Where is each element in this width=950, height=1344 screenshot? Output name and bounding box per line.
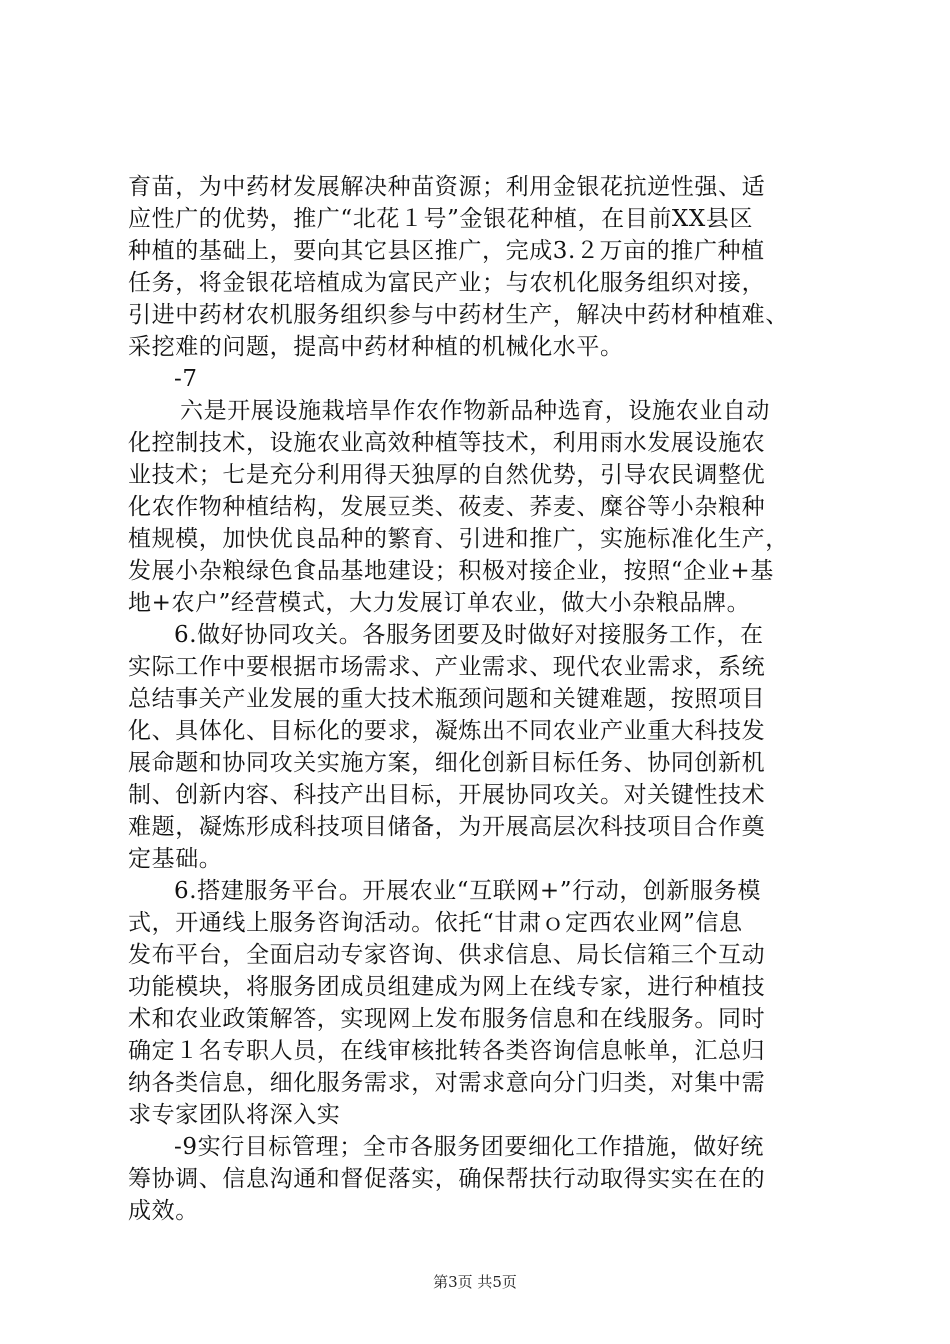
text-line: 实际工作中要根据市场需求、产业需求、现代农业需求，系统 xyxy=(128,654,766,680)
page-footer: 第3页 共5页 xyxy=(433,1273,517,1291)
text-line: 求专家团队将深入实 xyxy=(128,1102,341,1128)
paragraph-target-management xyxy=(128,1131,838,1227)
text-line: 化、具体化、目标化的要求，凝炼出不同农业产业重大科技发 xyxy=(128,718,766,744)
paragraph-herb-seedlings xyxy=(128,171,838,363)
text-line: 发布平台，全面启动专家咨询、供求信息、局长信箱三个互动 xyxy=(128,942,766,968)
paragraph-service-platform xyxy=(128,875,838,1131)
text-line: -9实行目标管理；全市各服务团要细化工作措施，做好统 xyxy=(174,1134,765,1160)
text-line: 化控制技术，设施农业高效种植等技术，利用雨水发展设施农 xyxy=(128,430,766,456)
text-line: 定基础。 xyxy=(128,846,223,872)
body-text xyxy=(128,171,838,1227)
page-marker: -7 xyxy=(174,366,198,392)
text-line: 难题，凝炼形成科技项目储备，为开展高层次科技项目合作奠 xyxy=(128,814,766,840)
paragraph-collaborative-research xyxy=(128,619,838,875)
text-line: 业技术；七是充分利用得天独厚的自然优势，引导农民调整优 xyxy=(128,462,766,488)
text-line: 术和农业政策解答，实现网上发布服务信息和在线服务。同时 xyxy=(128,1006,766,1032)
text-line: 筹协调、信息沟通和督促落实，确保帮扶行动取得实实在在的 xyxy=(128,1166,766,1192)
text-line: 应性广的优势，推广“北花１号”金银花种植，在目前XX县区 xyxy=(128,206,754,232)
text-line: 6.做好协同攻关。各服务团要及时做好对接服务工作，在 xyxy=(174,622,764,648)
text-line: 发展小杂粮绿色食品基地建设；积极对接企业，按照“企业+基 xyxy=(128,558,774,584)
text-line: 引进中药材农机服务组织参与中药材生产，解决中药材种植难、 xyxy=(128,302,789,328)
text-line: 成效。 xyxy=(128,1198,199,1224)
text-line: 育苗，为中药材发展解决种苗资源；利用金银花抗逆性强、适 xyxy=(128,174,766,200)
text-line: 化农作物种植结构，发展豆类、莜麦、荞麦、糜谷等小杂粮种 xyxy=(128,494,766,520)
text-line: 功能模块，将服务团成员组建成为网上在线专家，进行种植技 xyxy=(128,974,766,1000)
text-line: 式，开通线上服务咨询活动。依托“甘肃ｏ定西农业网”信息 xyxy=(128,910,743,936)
text-line: 6.搭建服务平台。开展农业“互联网+”行动，创新服务模 xyxy=(174,878,761,904)
text-line: 任务，将金银花培植成为富民产业；与农机化服务组织对接， xyxy=(128,270,766,296)
text-line: 总结事关产业发展的重大技术瓶颈问题和关键难题，按照项目 xyxy=(128,686,766,712)
text-line: 种植的基础上，要向其它县区推广，完成3.２万亩的推广种植 xyxy=(128,238,765,264)
text-line: 纳各类信息，细化服务需求，对需求意向分门归类，对集中需 xyxy=(128,1070,766,1096)
text-line: 确定１名专职人员，在线审核批转各类咨询信息帐单，汇总归 xyxy=(128,1038,766,1064)
text-line: 地+农户”经营模式，大力发展订单农业，做大小杂粮品牌。 xyxy=(128,590,751,616)
text-line: 植规模，加快优良品种的繁育、引进和推广，实施标准化生产， xyxy=(128,526,789,552)
text-line: 采挖难的问题，提高中药材种植的机械化水平。 xyxy=(128,334,624,360)
text-line: 制、创新内容、科技产出目标，开展协同攻关。对关键性技术 xyxy=(128,782,766,808)
paragraph-facility-agriculture xyxy=(128,395,838,619)
text-line: 六是开展设施栽培旱作农作物新品种选育，设施农业自动 xyxy=(180,398,770,424)
text-line: 展命题和协同攻关实施方案，细化创新目标任务、协同创新机 xyxy=(128,750,766,776)
